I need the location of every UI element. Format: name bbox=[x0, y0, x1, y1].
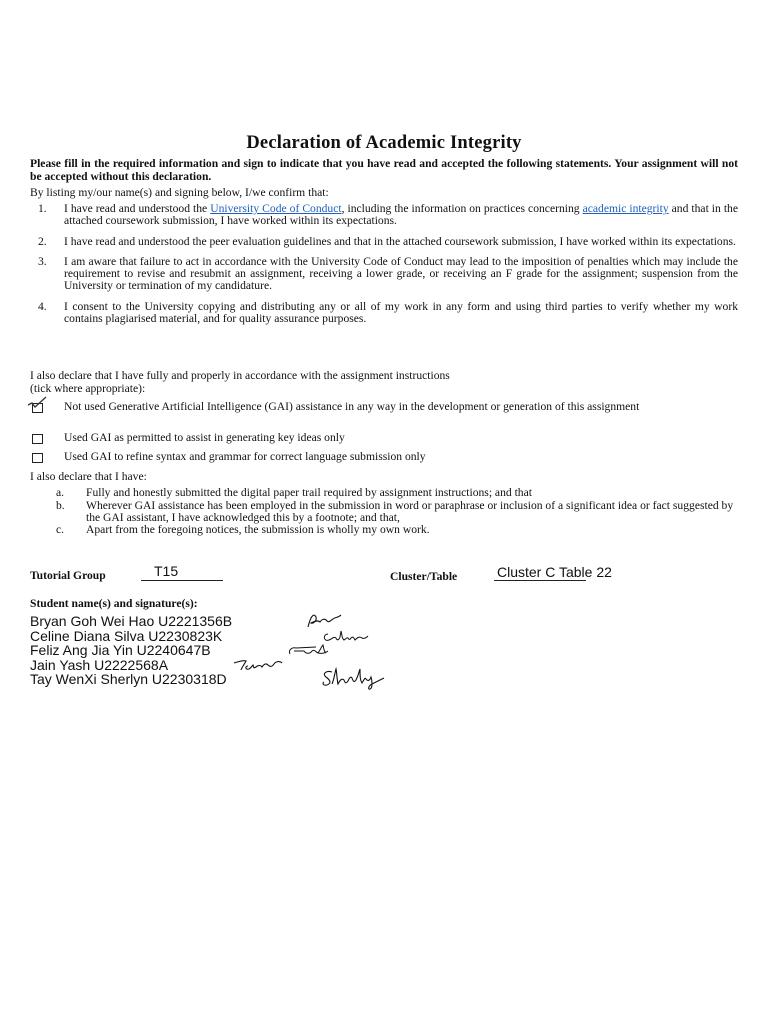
checkbox[interactable] bbox=[32, 453, 43, 463]
student-row bbox=[30, 629, 232, 644]
statement-text: and that in the attached coursework submission, I have worked within its expectations. bbox=[64, 202, 738, 227]
tutorial-group-value[interactable]: T15 bbox=[154, 563, 179, 579]
confirm-text: By listing my/our name(s) and signing below, I/we confirm that: bbox=[30, 186, 329, 199]
instructions-text: Please fill in the required information and sign to indicate that you have read and accepted the following statements. Your assignment will not be accepted without this declaration. bbox=[30, 157, 738, 183]
checkbox[interactable] bbox=[32, 434, 43, 444]
page-title: Declaration of Academic Integrity bbox=[246, 133, 522, 153]
declaration-item-text: Apart from the foregoing notices, the submission is wholly my own work. bbox=[86, 523, 430, 537]
declaration-item bbox=[56, 487, 742, 499]
statement-item bbox=[30, 301, 738, 325]
also-have-text: I also declare that I have: bbox=[30, 470, 147, 483]
cluster-table-label: Cluster/Table bbox=[390, 570, 458, 583]
student-name: Jain Yash U2222568A bbox=[30, 656, 169, 673]
student-name: Celine Diana Silva U2230823K bbox=[30, 627, 223, 644]
gai-option-label: Used GAI as permitted to assist in generating key ideas only bbox=[64, 431, 345, 444]
statement-number: 4. bbox=[38, 299, 47, 313]
statement-item bbox=[30, 236, 738, 248]
student-list bbox=[30, 614, 232, 687]
statement-number: 3. bbox=[38, 255, 47, 269]
declaration-item bbox=[56, 524, 742, 536]
declaration-item-text: Fully and honestly submitted the digital paper trail required by assignment instructions; and that bbox=[86, 486, 532, 499]
declaration-item-text: Wherever GAI assistance has been employed in the submission in word or paraphrase or inclusion of a significant idea or fact suggested by the GAI assistant, I have acknowledged this by a footnote; and that, bbox=[86, 498, 734, 524]
statement-text: I consent to the University copying and distributing any or all of my work in any form and using third parties to verify whether my work contains plagiarised material, and for quality assurance purposes. bbox=[64, 299, 738, 325]
declaration-list bbox=[56, 487, 742, 537]
instructions-declaration bbox=[30, 370, 450, 395]
signature-sherlyn bbox=[318, 666, 390, 690]
statement-list bbox=[30, 203, 738, 333]
student-row bbox=[30, 658, 232, 673]
tutorial-group-label: Tutorial Group bbox=[30, 569, 106, 582]
academic-integrity-link[interactable]: academic integrity bbox=[582, 202, 669, 215]
tutorial-group-underline bbox=[141, 580, 223, 581]
cluster-table-underline bbox=[494, 580, 586, 581]
students-label: Student name(s) and signature(s): bbox=[30, 597, 198, 610]
student-name: Feliz Ang Jia Yin U2240647B bbox=[30, 642, 211, 658]
statement-text: I have read and understood the bbox=[64, 202, 211, 215]
student-name: Tay WenXi Sherlyn U2230318D bbox=[30, 671, 227, 687]
student-name: Bryan Goh Wei Hao U2221356B bbox=[30, 613, 233, 629]
declaration-letter: b. bbox=[56, 498, 65, 512]
gai-option-label: Not used Generative Artificial Intelligence (GAI) assistance in any way in the development or generation of this assignment bbox=[64, 400, 640, 413]
gai-option-not-used[interactable] bbox=[30, 401, 738, 413]
checkmark-icon bbox=[27, 396, 47, 412]
gai-option-label: Used GAI to refine syntax and grammar for correct language submission only bbox=[64, 450, 426, 463]
declaration-text: I also declare that I have fully and properly in accordance with the assignment instructions bbox=[30, 369, 450, 382]
statement-text: I am aware that failure to act in accordance with the University Code of Conduct may lead to the imposition of penalties which may include the requirement to revise and resubmit an assignment, receiving a lower grade, or receiving an F grade for the assignment; suspension from the University or termination of my candidature. bbox=[64, 255, 738, 292]
code-of-conduct-link[interactable]: University Code of Conduct bbox=[210, 202, 342, 215]
gai-option-key-ideas[interactable] bbox=[30, 432, 738, 444]
declaration-item bbox=[56, 500, 742, 524]
statement-item bbox=[30, 256, 738, 291]
signature-feliz bbox=[286, 640, 330, 660]
statement-item bbox=[30, 203, 738, 227]
gai-option-syntax-grammar[interactable] bbox=[30, 451, 738, 463]
student-row bbox=[30, 614, 232, 629]
declaration-letter: c. bbox=[56, 523, 65, 537]
signature-yash bbox=[226, 655, 286, 675]
student-row bbox=[30, 672, 232, 687]
statement-text: , including the information on practices concerning bbox=[341, 202, 583, 215]
student-row bbox=[30, 643, 232, 658]
declaration-letter: a. bbox=[56, 486, 65, 499]
statement-text: I have read and understood the peer evaluation guidelines and that in the attached coursework submission, I have worked within its expectations. bbox=[64, 234, 736, 248]
statement-number: 2. bbox=[38, 234, 47, 248]
statement-number: 1. bbox=[38, 202, 47, 215]
tick-note: (tick where appropriate): bbox=[30, 381, 146, 395]
cluster-table-value[interactable]: Cluster C Table 22 bbox=[497, 564, 612, 580]
